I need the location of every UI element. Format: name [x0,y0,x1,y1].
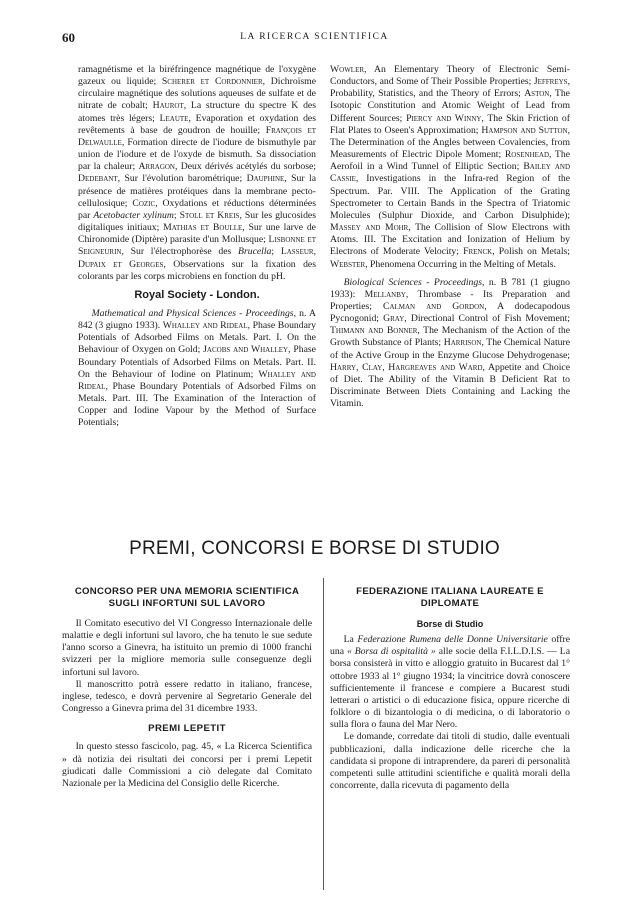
borsa-paragraph-2 [330,731,570,792]
author-names: Arragon [138,161,175,173]
text-run: , n. B 781 (1 giugno 1933): [330,276,570,300]
author-names: Calman and Gordon [382,300,485,312]
math-physical-paragraph [78,308,316,430]
column-right-top [330,64,570,410]
author-names: Hampson and Sutton [481,124,568,136]
text-run: , An Elementary Theory of Electronic Semi-Conductors, and Some of Their Possible Properties; [330,64,570,88]
text-run: Il Comitato esecutivo del VI Congresso Internazionale delle malattie e degli infortuni sul lavoro, che ha tenuto le sue sedute l'anno scorso a Ginevra, ha istituito un premio di 1000 franchi svizzeri per la migliore memoria sulle conseguenze degli infortuni sul lavoro. [62,618,312,678]
text-run: , Deux dérivés acétylés du sorbose; [175,161,316,173]
author-names: Lasseur, Dupaix et Georges [78,246,316,270]
text-run: , The Collision of Slow Electrons with Atoms. III. The Excitation and Ionization of Helium by Electrons of Moderate Velocity; [330,222,570,258]
author-names: Piercy and Winny [406,112,482,124]
author-names: Cozic [132,197,156,209]
text-run: , Sur l'évolution barométrique; [117,173,247,185]
author-names: Scherer et Cordonnier [161,76,263,88]
italic-title: Mathematical and Physical Sciences - Proceedings [91,307,294,319]
column-right-bottom [330,586,570,792]
author-names: Stoll et Kreis [179,209,240,221]
text-run: , The Aerofoil in a Wind Tunnel of Elliptic Section; [330,149,570,173]
concorso-heading: CONCORSO PER UNA MEMORIA SCIENTIFICA SUGLI INFORTUNI SUL LAVORO [74,586,300,609]
text-run: , Dichroïsme circulaire magnétique des solutions aqueuses de sulfate et de nitrate de cobalt; [78,76,316,112]
author-names: Thimann and Bonner [330,325,418,337]
italic-title: « Borsa di ospitalità » [346,646,436,658]
author-names: Massey and Mohr [330,222,409,234]
text-run: Le domande, corredate dai titoli di studio, dalle eventuali pubblicazioni, dalla indicazione delle ricerche che la candidata si propone di intraprendere, da pareri di personalità competenti sulle attitudini scientifiche e qualità morali della concorrente, dalla ricevuta di pagamento della [330,731,570,792]
italic-title: Acetobacter xylinum [93,209,174,221]
text-run: ; [173,209,180,221]
text-run: , Probability, Statistics, and the Theory of Errors; [330,76,570,100]
column-divider [323,578,324,890]
author-names: Webster [330,258,366,270]
text-run: , Oxydations et réductions déterminées par [78,197,316,221]
text-run: , The Determination of the Angles between Covalencies, from Measurements of Electric Dipole Moment; [330,124,570,161]
author-names: Rosenhead [504,149,550,161]
author-names: Gray [383,313,405,325]
federazione-heading: FEDERAZIONE ITALIANA LAUREATE E DIPLOMATE [356,586,544,609]
author-names: François et Delwaulle [78,124,316,148]
text-run: alle socie della F.I.L.D.I.S. — La borsa consisterà in vitto e alloggio gratuito in Bucarest dal 1° ottobre 1933 al 1° giugno 1934; la vincitrice dovrà conoscere sufficientemente il francese e compiere a Bucarest studi letterari o artistici o di educazione fisica, oppure ricerche di folklore o di bizantologia o di medicina, o di laboratorio o sulla flora o fauna del Mar Nero. [330,646,570,731]
author-names: Jeffreys [533,76,568,88]
text-run: , Sur la présence de matières protéiques dans la membrane pecto-cellulosique; [78,173,316,209]
text-run: , n. A 842 (3 giugno 1933). [78,307,316,332]
author-names: Whalley and Rideal [78,368,316,392]
text-run: In questo stesso fascicolo, pag. 45, « La Ricerca Scientifica » dà notizia dei risultati dei concorsi per i premi Lepetit giudicati dalle Commissioni a ciò delegate dal Comitato Nazionale per la Medicina del Consiglio delle Ricerche. [62,741,312,789]
author-names: Harrison [443,337,482,349]
premi-lepetit-paragraph [62,741,312,790]
text-run: , Observations sur la fixation des colorants par les corps microbiens en fonction du pH. [78,258,316,282]
column-left-bottom [62,586,312,790]
column-left-top [78,64,316,430]
text-run: , Directional Control of Fish Movement; [404,313,570,325]
italic-title: Biological Sciences - Proceedings [343,276,482,288]
author-names: Leaute [159,112,189,124]
author-names: Mellanby [364,288,406,300]
text-run: , Investigations in the Infra-red Region of the Spectrum. Par. VIII. The Application of the Grating Spectrometer to Certain Bands in the Spectra of Triatomic Molecules (Sulphur Dioxide, and Carbon Disulphide); [330,173,570,221]
biological-sciences-paragraph [330,277,570,411]
text-run: , Thrombase - Its Preparation and Properties; [330,288,570,312]
text-run: , A dodecapodous Pycnogonid; [330,300,570,325]
running-title: LA RICERCA SCIENTIFICA [240,32,389,42]
text-run: , Evaporation et oxydation des revêtements à base de goudron de houille; [78,112,316,136]
text-run: Il manoscritto potrà essere redatto in italiano, francese, inglese, tedesco, e dovrà pervenire al Segretario Generale del Congresso a Ginevra prima del 31 dicembre 1933. [62,678,312,715]
borse-di-studio-heading: Borse di Studio [416,619,484,629]
italic-title: Federazione Rumena delle Donne Universitarie [357,634,548,646]
author-names: Haurot [152,100,184,112]
author-names: Aston [524,88,550,100]
text-run: , Sur une larve de Chironomide (Diptère) parasite d'un Mollusque; [78,222,316,246]
text-run: , The Skin Friction of Flat Plates to Oseen's Approximation; [330,112,570,136]
concorso-paragraph-1 [62,618,312,679]
author-names: Bailey and Cassie [330,161,571,185]
math-physical-continued-paragraph [330,64,570,271]
text-run: offre una [330,634,571,658]
author-names: Harry, Clay, Hargreaves and Ward [330,361,483,373]
text-run: ramagnétisme et la biréfringence magnétique de l'oxygène gazeux ou liquide; [78,64,316,88]
author-names: Lisbonne et Seigneurin [78,234,316,258]
page-number: 60 [62,30,75,45]
author-names: Wowler [330,64,365,75]
author-names: Frenck [463,246,493,258]
italic-title: Brucella [238,246,272,258]
text-run: , Appetite and Choice of Diet. The Ability of the Vitamin B Deficient Rat to Discriminate Between Diets Containing and Lacking the Vitamin. [330,361,571,410]
text-run: , Sur les glucosides digitaliques initiaux; [78,209,316,234]
text-run: , The Chemical Nature of the Active Group in the Enzyme Glucose Dehydrogenase; [330,337,570,361]
text-run: , Phenomena Occurring in the Melting of Metals. [365,258,556,270]
text-run: , Polish on Metals; [492,246,570,258]
premi-lepetit-heading: PREMI LEPETIT [148,723,226,735]
academie-notes-paragraph [78,64,316,283]
royal-society-heading: Royal Society - London. [134,288,260,301]
text-run: , Phase Boundary Potentials of Adsorbed Films on Metals. Part. III. The Examination of the Interaction of Copper and Iodine Vapour by the Method of Surface Potentials; [78,380,316,429]
text-run: , The Mechanism of the Action of the Growth Substance of Plants; [330,325,570,349]
concorso-paragraph-2 [62,679,312,715]
author-names: Dauphine [246,173,285,185]
author-names: Dedebant [78,173,118,185]
text-run: ; [271,246,281,258]
text-run: , La structure du spectre K des atomes très légers; [78,100,316,124]
text-run: , Phase Boundary Potentials of Adsorbed Films on Metals. Part. I. On the Behaviour of Oxygen on Gold; [78,320,316,356]
author-names: Jacobs and Whalley [203,344,289,356]
author-names: Whalley and Rideal [162,320,248,332]
text-run: , Formation directe de l'iodure de bismuthyle par union de l'iodure et de l'oxyde de bismuth. Sa dissociation par la chaleur; [78,136,316,173]
text-run: , The Isotopic Constitution and Atomic Weight of Lead from Different Sources; [330,88,570,124]
author-names: Mathias et Boulle [163,222,243,234]
section-title: PREMI, CONCORSI E BORSE DI STUDIO [129,538,500,559]
borsa-paragraph-1 [330,634,570,731]
text-run: , Phase Boundary Potentials of Adsorbed Films on Metals. Part. II. On the Behaviour of Iodine on Platinum; [78,344,316,380]
text-run: , Sur l'électrophorèse des [121,246,239,258]
page-header [62,30,567,48]
text-run: La [343,634,358,646]
